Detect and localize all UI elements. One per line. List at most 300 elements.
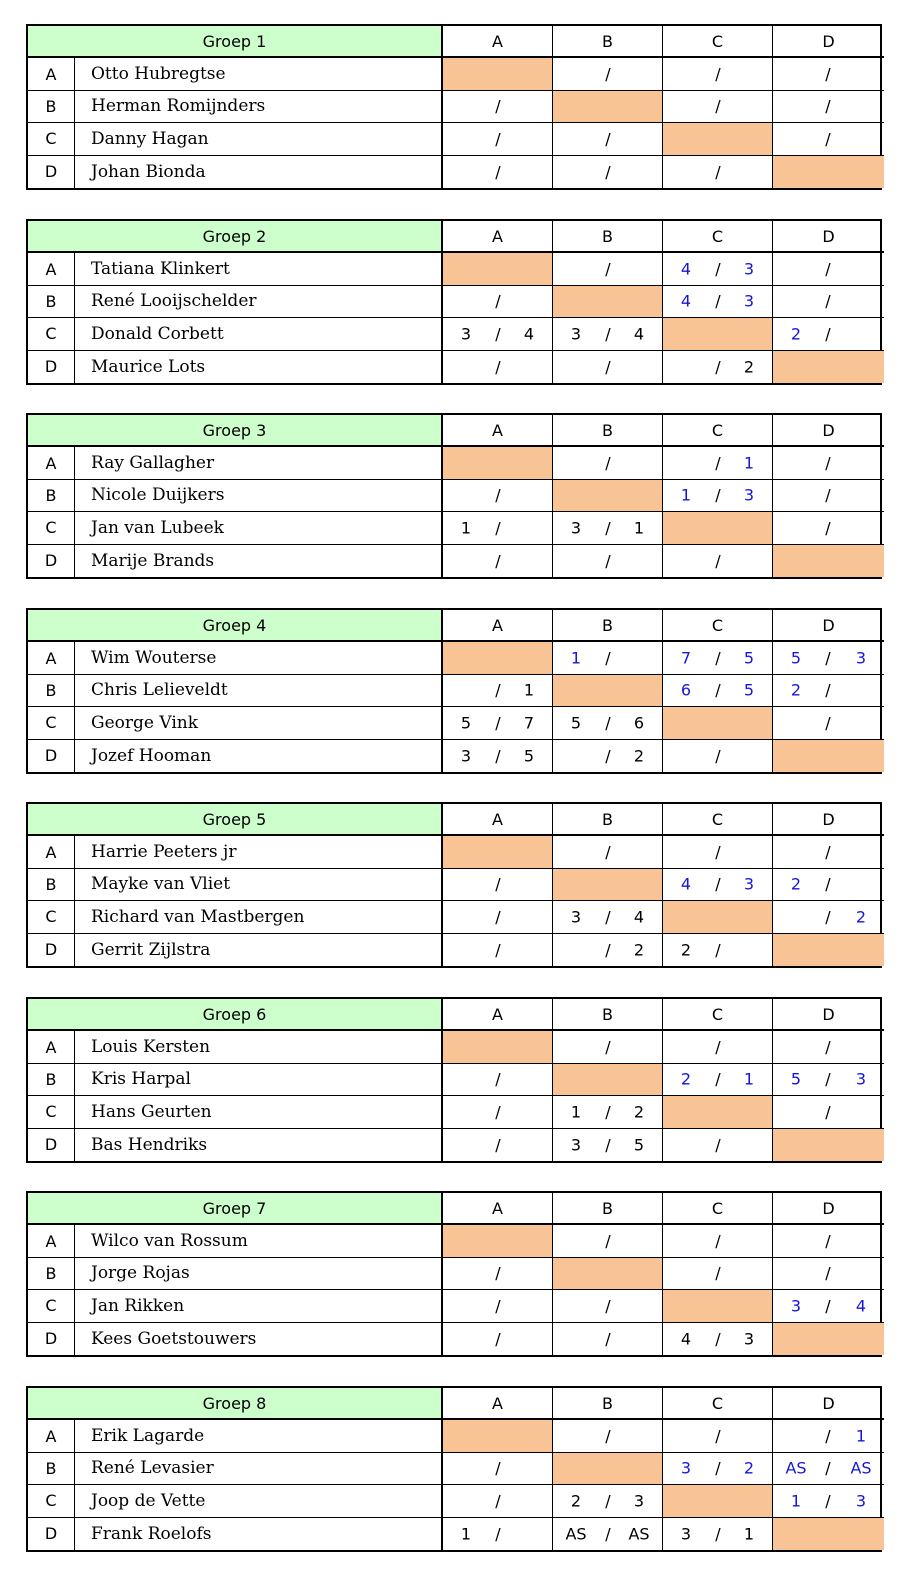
score-cell <box>773 123 884 155</box>
self-match-cell <box>553 869 663 901</box>
score-cell <box>443 1258 553 1290</box>
row-letter: A <box>28 58 75 90</box>
group-table <box>26 1191 882 1357</box>
row-letter: D <box>28 351 75 383</box>
score-left: 5 <box>570 713 582 733</box>
row-letter: D <box>28 1518 75 1550</box>
score-cell <box>553 1485 663 1517</box>
score-cell <box>553 123 663 155</box>
score-right: 5 <box>743 680 755 700</box>
score-cell <box>773 1225 884 1257</box>
score-cell <box>443 707 553 739</box>
score-separator: / <box>715 1524 721 1544</box>
score-separator: / <box>715 485 721 505</box>
self-match-cell <box>773 545 884 577</box>
score-left: 1 <box>570 1102 582 1122</box>
group-title: Groep 6 <box>28 999 443 1031</box>
column-header: C <box>663 999 773 1031</box>
score-right: 4 <box>633 324 645 344</box>
score-cell <box>663 642 773 674</box>
score-separator: / <box>715 680 721 700</box>
score-separator: / <box>825 1296 831 1316</box>
score-separator: / <box>825 1069 831 1089</box>
score-separator: / <box>605 551 611 571</box>
score-left: 2 <box>790 680 802 700</box>
score-left: AS <box>785 1458 807 1478</box>
self-match-cell <box>773 156 884 188</box>
score-separator: / <box>495 96 501 116</box>
score-separator: / <box>715 162 721 182</box>
player-name: René Looijschelder <box>75 286 443 318</box>
score-cell <box>553 642 663 674</box>
player-name: Mayke van Vliet <box>75 869 443 901</box>
score-cell <box>663 1064 773 1096</box>
column-header: C <box>663 1388 773 1420</box>
score-cell <box>443 675 553 707</box>
score-right: 4 <box>633 907 645 927</box>
score-cell <box>443 545 553 577</box>
score-right: 1 <box>743 453 755 473</box>
player-name: Danny Hagan <box>75 123 443 155</box>
score-cell <box>553 1096 663 1128</box>
score-separator: / <box>495 291 501 311</box>
score-separator: / <box>495 1329 501 1349</box>
score-right: 2 <box>743 1458 755 1478</box>
score-separator: / <box>825 259 831 279</box>
score-separator: / <box>605 713 611 733</box>
score-cell <box>663 836 773 868</box>
score-separator: / <box>715 1037 721 1057</box>
score-cell <box>443 869 553 901</box>
row-letter: D <box>28 545 75 577</box>
score-cell <box>553 1031 663 1063</box>
player-name: Maurice Lots <box>75 351 443 383</box>
score-cell <box>773 480 884 512</box>
score-separator: / <box>825 648 831 668</box>
score-cell <box>443 1096 553 1128</box>
row-letter: C <box>28 512 75 544</box>
score-separator: / <box>825 291 831 311</box>
self-match-cell <box>663 512 773 544</box>
group-title: Groep 8 <box>28 1388 443 1420</box>
row-letter: A <box>28 253 75 285</box>
score-cell <box>443 480 553 512</box>
self-match-cell <box>443 1031 553 1063</box>
score-separator: / <box>825 1231 831 1251</box>
self-match-cell <box>773 740 884 772</box>
column-header: C <box>663 221 773 253</box>
score-left: 6 <box>680 680 692 700</box>
score-cell <box>443 286 553 318</box>
column-header: D <box>773 610 884 642</box>
score-right: 5 <box>743 648 755 668</box>
score-cell <box>773 675 884 707</box>
score-right: 2 <box>855 907 867 927</box>
score-cell <box>443 1453 553 1485</box>
row-letter: A <box>28 447 75 479</box>
player-name: George Vink <box>75 707 443 739</box>
score-separator: / <box>715 1263 721 1283</box>
row-letter: B <box>28 1258 75 1290</box>
row-letter: B <box>28 91 75 123</box>
score-separator: / <box>495 1458 501 1478</box>
player-name: René Levasier <box>75 1453 443 1485</box>
row-letter: B <box>28 480 75 512</box>
score-cell <box>773 1258 884 1290</box>
score-right: 1 <box>855 1426 867 1446</box>
score-separator: / <box>825 1037 831 1057</box>
score-right: AS <box>850 1458 872 1478</box>
score-separator: / <box>495 1491 501 1511</box>
self-match-cell <box>663 1096 773 1128</box>
score-separator: / <box>495 874 501 894</box>
score-cell <box>443 351 553 383</box>
column-header: D <box>773 999 884 1031</box>
score-cell <box>553 934 663 966</box>
score-separator: / <box>715 291 721 311</box>
row-letter: C <box>28 318 75 350</box>
score-cell <box>553 1518 663 1550</box>
player-name: Marije Brands <box>75 545 443 577</box>
player-name: Jozef Hooman <box>75 740 443 772</box>
score-cell <box>553 253 663 285</box>
score-separator: / <box>495 680 501 700</box>
score-separator: / <box>495 162 501 182</box>
score-separator: / <box>825 485 831 505</box>
score-cell <box>663 351 773 383</box>
score-cell <box>553 156 663 188</box>
score-cell <box>663 253 773 285</box>
player-name: Gerrit Zijlstra <box>75 934 443 966</box>
group-table <box>26 997 882 1163</box>
score-separator: / <box>605 1524 611 1544</box>
group-title: Groep 3 <box>28 415 443 447</box>
score-right: 3 <box>633 1491 645 1511</box>
score-left: 3 <box>680 1458 692 1478</box>
score-cell <box>773 1420 884 1452</box>
score-cell <box>553 1129 663 1161</box>
score-separator: / <box>495 1263 501 1283</box>
score-cell <box>773 512 884 544</box>
score-separator: / <box>825 518 831 538</box>
score-left: 2 <box>570 1491 582 1511</box>
score-separator: / <box>605 518 611 538</box>
score-separator: / <box>605 1329 611 1349</box>
column-header: D <box>773 804 884 836</box>
column-header: A <box>443 1388 553 1420</box>
self-match-cell <box>443 58 553 90</box>
row-letter: B <box>28 675 75 707</box>
score-cell <box>443 1129 553 1161</box>
score-left: 2 <box>680 1069 692 1089</box>
group-table <box>26 24 882 190</box>
row-letter: B <box>28 1064 75 1096</box>
column-header: B <box>553 221 663 253</box>
score-separator: / <box>715 1231 721 1251</box>
self-match-cell <box>443 836 553 868</box>
score-right: 2 <box>633 746 645 766</box>
score-separator: / <box>495 129 501 149</box>
self-match-cell <box>443 253 553 285</box>
score-cell <box>663 91 773 123</box>
self-match-cell <box>663 318 773 350</box>
column-header: D <box>773 1388 884 1420</box>
score-separator: / <box>495 485 501 505</box>
score-separator: / <box>715 357 721 377</box>
column-header: B <box>553 26 663 58</box>
score-left: 3 <box>570 907 582 927</box>
score-separator: / <box>825 874 831 894</box>
score-separator: / <box>715 259 721 279</box>
player-name: Herman Romijnders <box>75 91 443 123</box>
score-left: 2 <box>680 940 692 960</box>
score-cell <box>443 740 553 772</box>
row-letter: B <box>28 869 75 901</box>
self-match-cell <box>663 707 773 739</box>
row-letter: B <box>28 286 75 318</box>
score-cell <box>773 286 884 318</box>
score-left: 4 <box>680 1329 692 1349</box>
score-cell <box>553 318 663 350</box>
score-right: 3 <box>743 485 755 505</box>
score-separator: / <box>605 1426 611 1446</box>
column-header: C <box>663 804 773 836</box>
score-separator: / <box>495 357 501 377</box>
score-right: 2 <box>633 940 645 960</box>
score-right: 7 <box>523 713 535 733</box>
score-separator: / <box>605 129 611 149</box>
score-separator: / <box>715 453 721 473</box>
score-cell <box>663 869 773 901</box>
score-separator: / <box>715 96 721 116</box>
column-header: A <box>443 415 553 447</box>
score-left: 5 <box>790 1069 802 1089</box>
score-cell <box>553 512 663 544</box>
score-cell <box>773 1096 884 1128</box>
self-match-cell <box>553 91 663 123</box>
column-header: A <box>443 999 553 1031</box>
player-name: Nicole Duijkers <box>75 480 443 512</box>
score-left: 2 <box>790 324 802 344</box>
score-cell <box>663 740 773 772</box>
column-header: A <box>443 610 553 642</box>
score-cell <box>773 91 884 123</box>
column-header: D <box>773 26 884 58</box>
score-cell <box>663 675 773 707</box>
player-name: Jan Rikken <box>75 1290 443 1322</box>
column-header: C <box>663 415 773 447</box>
score-separator: / <box>605 64 611 84</box>
score-cell <box>773 1031 884 1063</box>
score-cell <box>663 1129 773 1161</box>
player-name: Erik Lagarde <box>75 1420 443 1452</box>
score-separator: / <box>605 259 611 279</box>
group-title: Groep 4 <box>28 610 443 642</box>
score-separator: / <box>605 1296 611 1316</box>
row-letter: C <box>28 123 75 155</box>
score-cell <box>663 934 773 966</box>
score-separator: / <box>605 1102 611 1122</box>
score-cell <box>773 642 884 674</box>
self-match-cell <box>773 351 884 383</box>
score-cell <box>663 286 773 318</box>
column-header: A <box>443 221 553 253</box>
self-match-cell <box>553 1064 663 1096</box>
score-separator: / <box>495 324 501 344</box>
score-cell <box>443 318 553 350</box>
score-right: 5 <box>523 746 535 766</box>
score-cell <box>443 156 553 188</box>
score-right: 1 <box>743 1069 755 1089</box>
score-separator: / <box>495 1069 501 1089</box>
score-separator: / <box>605 648 611 668</box>
player-name: Louis Kersten <box>75 1031 443 1063</box>
score-separator: / <box>825 1263 831 1283</box>
score-separator: / <box>825 713 831 733</box>
row-letter: D <box>28 934 75 966</box>
score-right: 2 <box>743 357 755 377</box>
score-left: 3 <box>570 324 582 344</box>
group-title: Groep 5 <box>28 804 443 836</box>
score-cell <box>773 869 884 901</box>
score-separator: / <box>495 518 501 538</box>
player-name: Johan Bionda <box>75 156 443 188</box>
score-right: 3 <box>855 1491 867 1511</box>
score-separator: / <box>605 357 611 377</box>
score-right: 3 <box>743 1329 755 1349</box>
row-letter: D <box>28 1129 75 1161</box>
group-title: Groep 1 <box>28 26 443 58</box>
score-separator: / <box>715 1329 721 1349</box>
score-separator: / <box>605 907 611 927</box>
score-cell <box>553 836 663 868</box>
score-separator: / <box>715 648 721 668</box>
player-name: Hans Geurten <box>75 1096 443 1128</box>
score-left: 3 <box>570 1135 582 1155</box>
column-header: B <box>553 415 663 447</box>
score-right: 3 <box>855 1069 867 1089</box>
score-cell <box>773 447 884 479</box>
column-header: D <box>773 415 884 447</box>
player-name: Jorge Rojas <box>75 1258 443 1290</box>
column-header: C <box>663 610 773 642</box>
score-left: 3 <box>460 324 472 344</box>
score-separator: / <box>605 453 611 473</box>
score-separator: / <box>605 1491 611 1511</box>
self-match-cell <box>773 1518 884 1550</box>
row-letter: D <box>28 740 75 772</box>
score-separator: / <box>715 1069 721 1089</box>
row-letter: C <box>28 901 75 933</box>
row-letter: A <box>28 642 75 674</box>
score-separator: / <box>715 1458 721 1478</box>
self-match-cell <box>663 1485 773 1517</box>
column-header: A <box>443 1193 553 1225</box>
score-separator: / <box>495 1296 501 1316</box>
score-separator: / <box>715 1135 721 1155</box>
player-name: Bas Hendriks <box>75 1129 443 1161</box>
score-cell <box>663 1420 773 1452</box>
player-name: Harrie Peeters jr <box>75 836 443 868</box>
score-cell <box>773 836 884 868</box>
score-separator: / <box>715 842 721 862</box>
row-letter: A <box>28 1031 75 1063</box>
score-cell <box>553 58 663 90</box>
self-match-cell <box>443 447 553 479</box>
score-left: 4 <box>680 259 692 279</box>
score-cell <box>553 707 663 739</box>
score-cell <box>443 91 553 123</box>
row-letter: C <box>28 1096 75 1128</box>
column-header: A <box>443 26 553 58</box>
score-cell <box>663 1323 773 1355</box>
score-right: 1 <box>743 1524 755 1544</box>
score-cell <box>553 740 663 772</box>
score-separator: / <box>825 1426 831 1446</box>
score-separator: / <box>605 940 611 960</box>
score-right: 2 <box>633 1102 645 1122</box>
player-name: Frank Roelofs <box>75 1518 443 1550</box>
score-cell <box>553 1323 663 1355</box>
score-left: 1 <box>460 518 472 538</box>
score-cell <box>443 901 553 933</box>
score-left: 4 <box>680 874 692 894</box>
score-separator: / <box>825 842 831 862</box>
score-separator: / <box>495 713 501 733</box>
group-table <box>26 802 882 968</box>
score-separator: / <box>825 453 831 473</box>
self-match-cell <box>773 934 884 966</box>
score-separator: / <box>605 1037 611 1057</box>
column-header: B <box>553 610 663 642</box>
score-separator: / <box>825 1102 831 1122</box>
score-right: 1 <box>523 680 535 700</box>
column-header: A <box>443 804 553 836</box>
score-cell <box>773 901 884 933</box>
player-name: Jan van Lubeek <box>75 512 443 544</box>
column-header: B <box>553 1388 663 1420</box>
score-separator: / <box>495 907 501 927</box>
score-right: 6 <box>633 713 645 733</box>
score-left: 1 <box>570 648 582 668</box>
column-header: B <box>553 1193 663 1225</box>
group-table <box>26 1386 882 1552</box>
player-name: Tatiana Klinkert <box>75 253 443 285</box>
player-name: Wilco van Rossum <box>75 1225 443 1257</box>
score-left: 5 <box>790 648 802 668</box>
score-left: 3 <box>460 746 472 766</box>
score-separator: / <box>605 1231 611 1251</box>
score-separator: / <box>825 96 831 116</box>
score-cell <box>663 1225 773 1257</box>
score-cell <box>773 58 884 90</box>
self-match-cell <box>443 642 553 674</box>
score-separator: / <box>715 874 721 894</box>
score-right: 3 <box>855 648 867 668</box>
group-title: Groep 2 <box>28 221 443 253</box>
score-cell <box>553 545 663 577</box>
row-letter: A <box>28 836 75 868</box>
score-left: AS <box>565 1524 587 1544</box>
score-separator: / <box>825 129 831 149</box>
score-cell <box>553 351 663 383</box>
group-title: Groep 7 <box>28 1193 443 1225</box>
score-cell <box>443 1064 553 1096</box>
score-left: 1 <box>790 1491 802 1511</box>
player-name: Kees Goetstouwers <box>75 1323 443 1355</box>
score-cell <box>663 1453 773 1485</box>
score-separator: / <box>715 64 721 84</box>
